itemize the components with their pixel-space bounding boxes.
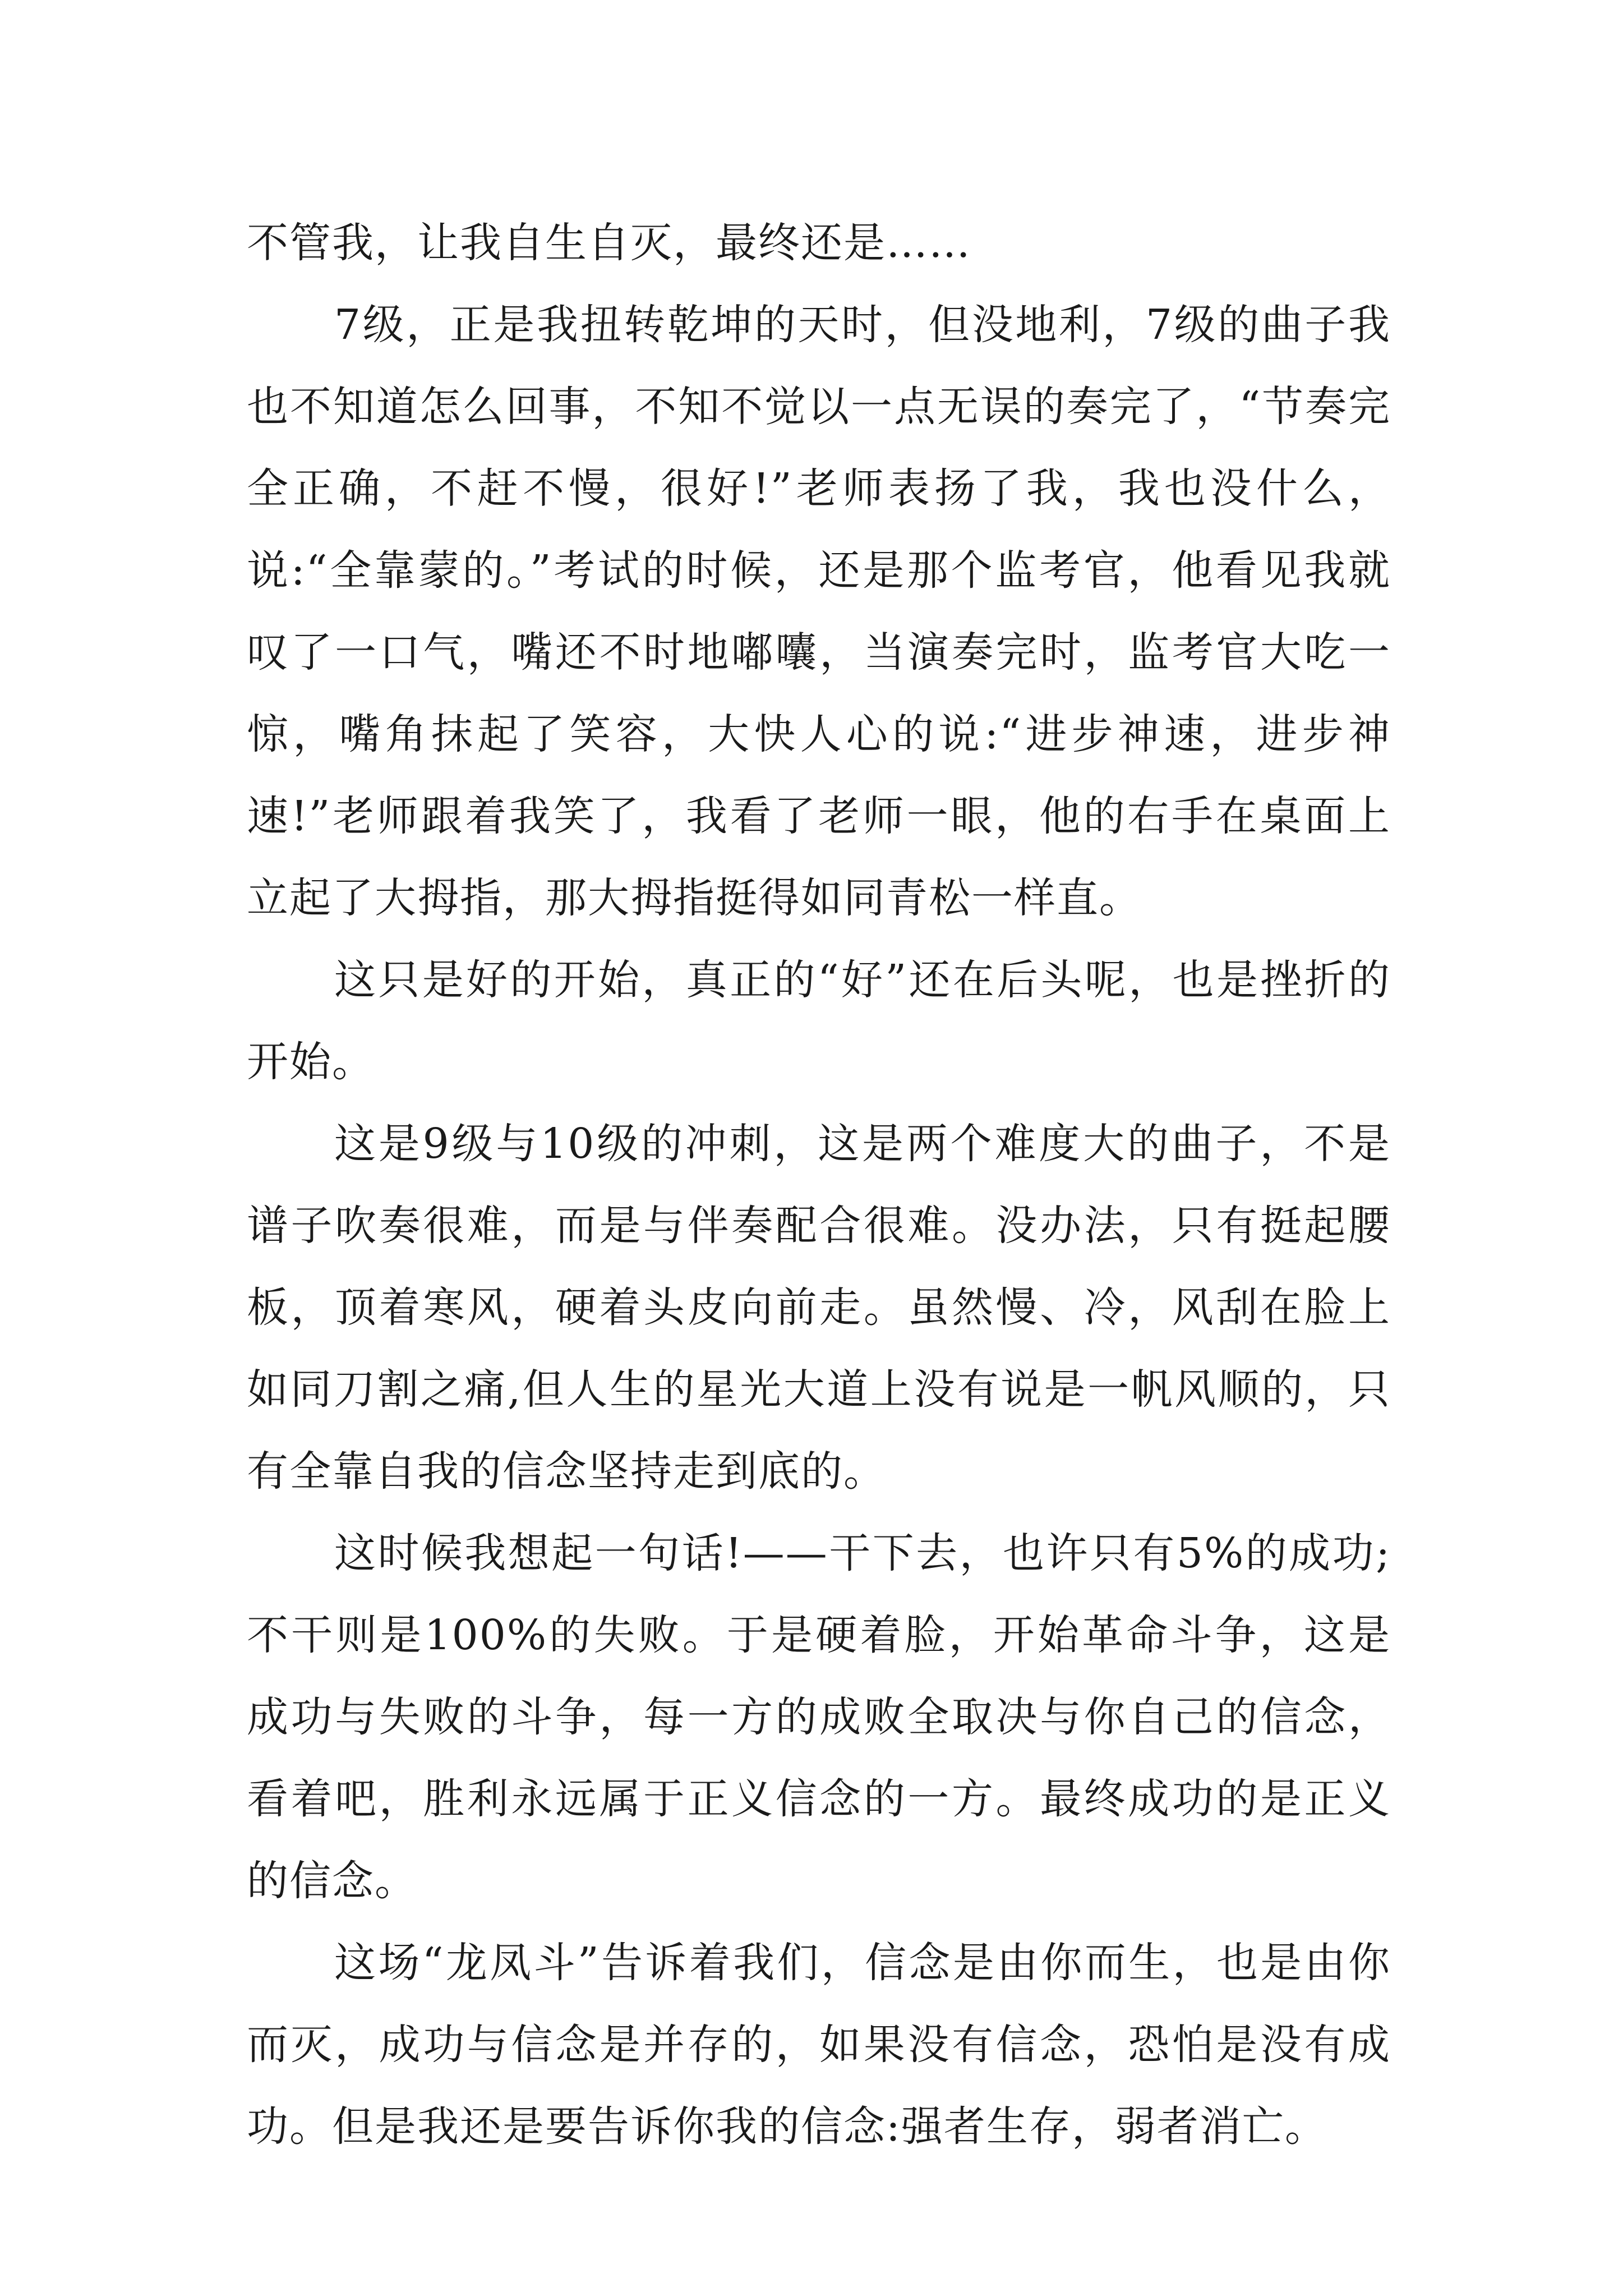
paragraph-2: 7级，正是我扭转乾坤的天时，但没地利，7级的曲子我也不知道怎么回事，不知不觉以一点无误的奏完了，“节奏完全正确，不赶不慢，很好!”老师表扬了我，我也没什么，说:“全靠蒙的。”考试的时候，还是那个监考官，他看见我就叹了一口气，嘴还不时地嘟囔，当演奏完时，监考官大吃一惊，嘴角抹起了笑容，大快人心的说:“进步神速，进步神速!”老师跟着我笑了，我看了老师一眼，他的右手在桌面上立起了大拇指，那大拇指挺得如同青松一样直。 <box>247 301 1391 922</box>
paragraph-1: 不管我，让我自生自灭，最终还是…… <box>247 219 971 267</box>
paragraph-6: 这场“龙凤斗”告诉着我们，信念是由你而生，也是由你而灭，成功与信念是并存的，如果没有信念，恐怕是没有成功。但是我还是要告诉你我的信念:强者生存，弱者消亡。 <box>247 1939 1391 2151</box>
paragraph-3: 这只是好的开始，真正的“好”还在后头呢，也是挫折的开始。 <box>247 956 1391 1086</box>
document-body <box>247 202 1391 2168</box>
paragraph-5: 这时候我想起一句话!——干下去，也许只有5%的成功;不干则是100%的失败。于是硬着脸，开始革命斗争，这是成功与失败的斗争，每一方的成败全取决与你自己的信念，看着吧，胜利永远属于正义信念的一方。最终成功的是正义的信念。 <box>247 1529 1391 1905</box>
paragraph-4: 这是9级与10级的冲刺，这是两个难度大的曲子，不是谱子吹奏很难，而是与伴奏配合很难。没办法，只有挺起腰板，顶着寒风，硬着头皮向前走。虽然慢、冷，风刮在脸上如同刀割之痛,但人生的星光大道上没有说是一帆风顺的，只有全靠自我的信念坚持走到底的。 <box>247 1120 1391 1496</box>
